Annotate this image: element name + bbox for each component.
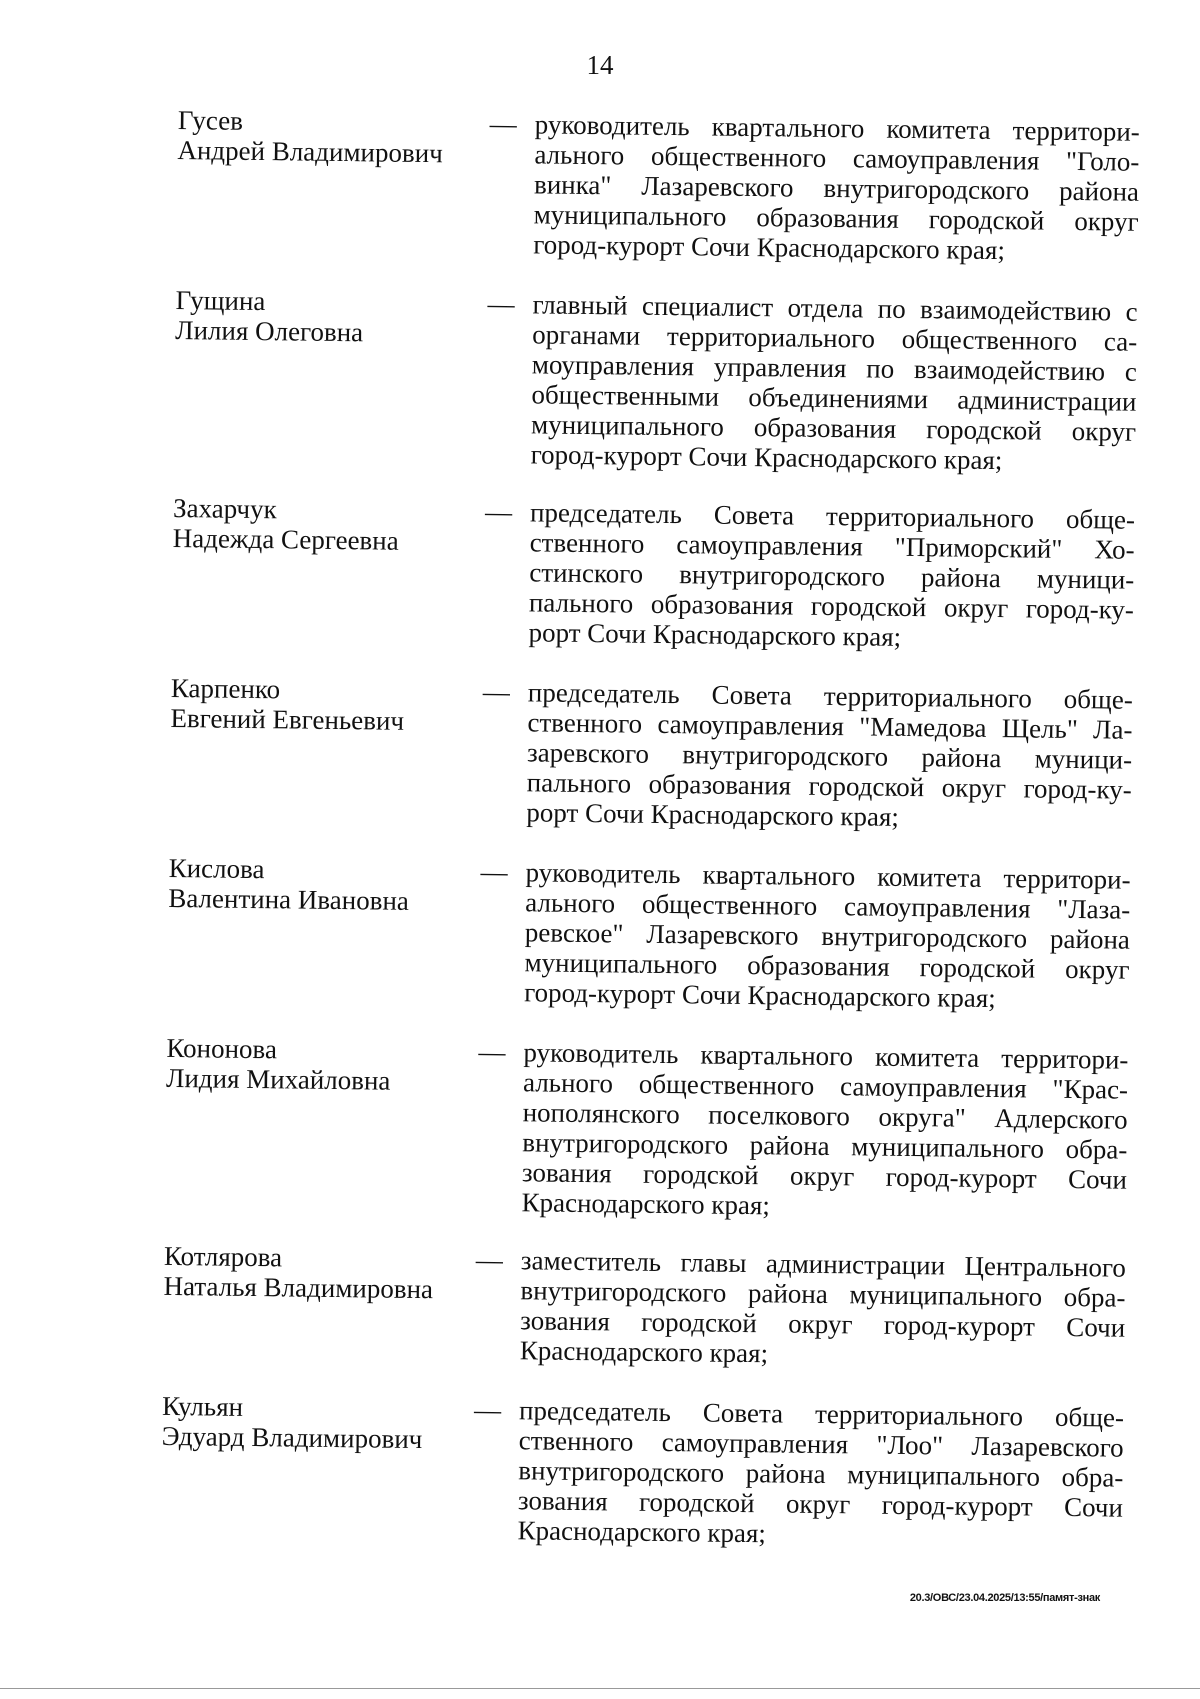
member-role xyxy=(526,677,1133,864)
member-entry xyxy=(164,1033,1166,1253)
member-name: Андрей Владимирович xyxy=(177,134,443,169)
member-entry xyxy=(160,1391,1162,1583)
member-person xyxy=(173,285,488,497)
role-line: зования городской округ город-курорт Сочи xyxy=(517,1485,1124,1523)
role-line: председатель Совета территориального обще- xyxy=(529,497,1136,535)
role-line: внутригородского района муниципального обра- xyxy=(518,1455,1124,1493)
role-line: руководитель квартального комитета территори- xyxy=(523,1037,1129,1075)
role-line: руководитель квартального комитета территори- xyxy=(534,109,1140,147)
role-line: ального общественного самоуправления "Голо- xyxy=(534,139,1140,177)
member-person xyxy=(164,1033,479,1245)
member-surname: Кульян xyxy=(161,1390,244,1422)
member-surname: Захарчук xyxy=(172,492,277,525)
member-entry xyxy=(171,493,1173,685)
member-name: Надежда Сергеевна xyxy=(172,522,399,556)
member-surname: Карпенко xyxy=(170,672,281,705)
role-line: главный специалист отдела по взаимодействию с xyxy=(532,289,1138,327)
role-line: пального образования городской округ город-ку- xyxy=(526,767,1132,805)
member-person xyxy=(167,853,481,1037)
member-role xyxy=(524,857,1131,1044)
role-line: стинского внутригородского района муници- xyxy=(529,557,1135,595)
role-line: рорт Сочи Краснодарского края; xyxy=(526,797,900,832)
member-role xyxy=(519,1245,1126,1402)
role-line: моуправления управления по взаимодействию с xyxy=(531,349,1137,387)
role-line: Краснодарского края; xyxy=(517,1515,767,1549)
role-line: ального общественного самоуправления "Крас- xyxy=(522,1067,1129,1105)
role-line: город-курорт Сочи Краснодарского края; xyxy=(524,977,996,1014)
member-name: Эдуард Владимирович xyxy=(161,1420,423,1455)
role-line: председатель Совета территориального обще- xyxy=(527,677,1133,715)
member-person xyxy=(160,1391,474,1575)
member-person xyxy=(162,1241,476,1395)
member-role xyxy=(521,1037,1128,1252)
role-line: заместитель главы администрации Центрального xyxy=(520,1245,1127,1283)
role-line: руководитель квартального комитета территори- xyxy=(525,857,1131,895)
member-person xyxy=(176,105,490,289)
member-role xyxy=(533,109,1140,296)
entry-dash: — xyxy=(489,108,517,140)
role-line: зования городской округ город-курорт Сочи xyxy=(521,1157,1128,1195)
entry-dash: — xyxy=(480,856,508,888)
member-surname: Котлярова xyxy=(163,1240,283,1273)
member-person xyxy=(171,493,485,677)
entry-dash: — xyxy=(475,1244,504,1276)
role-line: пального образования городской округ город-ку- xyxy=(528,587,1135,625)
role-line: город-курорт Сочи Краснодарского края; xyxy=(533,229,1006,266)
member-surname: Гущина xyxy=(175,284,266,317)
role-line: председатель Совета территориального обще- xyxy=(518,1395,1125,1433)
entry-dash: — xyxy=(484,496,513,528)
role-line: внутригородского района муниципального обра- xyxy=(520,1275,1126,1313)
member-name: Лилия Олеговна xyxy=(175,314,364,348)
entry-dash: — xyxy=(473,1394,502,1426)
role-line: муниципального образования городской округ xyxy=(533,199,1139,237)
role-line: ственного самоуправления "Приморский" Хо- xyxy=(529,527,1135,565)
role-line: винка" Лазаревского внутригородского района xyxy=(533,169,1140,207)
role-line: Краснодарского края; xyxy=(521,1187,771,1221)
member-entry xyxy=(173,285,1175,505)
role-line: муниципального образования городской округ xyxy=(524,947,1130,985)
member-surname: Кислова xyxy=(168,852,265,885)
role-line: Краснодарского края; xyxy=(519,1335,769,1369)
member-role xyxy=(517,1395,1124,1582)
member-name: Лидия Михайловна xyxy=(165,1062,391,1096)
member-entry xyxy=(176,105,1178,297)
role-line: рорт Сочи Краснодарского края; xyxy=(528,617,902,652)
role-line: нополянского поселкового округа" Адлерского xyxy=(522,1097,1128,1135)
member-name: Валентина Ивановна xyxy=(168,882,410,916)
role-line: ревское" Лазаревского внутригородского района xyxy=(524,917,1131,955)
role-line: ственного самоуправления "Мамедова Щель" Ла- xyxy=(527,707,1133,745)
role-line: органами территориального общественного са- xyxy=(532,319,1138,357)
member-role xyxy=(528,497,1135,684)
member-entry xyxy=(167,853,1169,1045)
role-line: ального общественного самоуправления "Лаза- xyxy=(525,887,1131,925)
scan-edge-divider xyxy=(0,1688,1200,1689)
role-line: заревского внутригородского района муници- xyxy=(526,737,1133,775)
member-name: Евгений Евгеньевич xyxy=(170,702,405,736)
role-line: внутригородского района муниципального обра- xyxy=(522,1127,1128,1165)
role-line: зования городской округ город-курорт Сочи xyxy=(519,1305,1126,1343)
member-list xyxy=(160,105,1178,1583)
role-line: город-курорт Сочи Краснодарского края; xyxy=(530,439,1003,476)
member-name: Наталья Владимировна xyxy=(163,1270,434,1305)
document-code: 20.3/ОВС/23.04.2025/13:55/памят-знак xyxy=(909,1592,1100,1604)
page-number: 14 xyxy=(586,50,614,80)
role-line: общественными объединениями администрации xyxy=(531,379,1137,417)
member-surname: Кононова xyxy=(166,1032,278,1065)
member-entry xyxy=(162,1241,1164,1403)
member-entry xyxy=(169,673,1171,865)
entry-dash: — xyxy=(478,1036,506,1068)
role-line: ственного самоуправления "Лоо" Лазаревского xyxy=(518,1425,1124,1463)
entry-dash: — xyxy=(487,288,515,320)
member-person xyxy=(169,673,483,857)
role-line: муниципального образования городской округ xyxy=(530,409,1137,447)
member-surname: Гусев xyxy=(177,105,244,136)
member-role xyxy=(530,289,1137,504)
entry-dash: — xyxy=(482,676,511,708)
